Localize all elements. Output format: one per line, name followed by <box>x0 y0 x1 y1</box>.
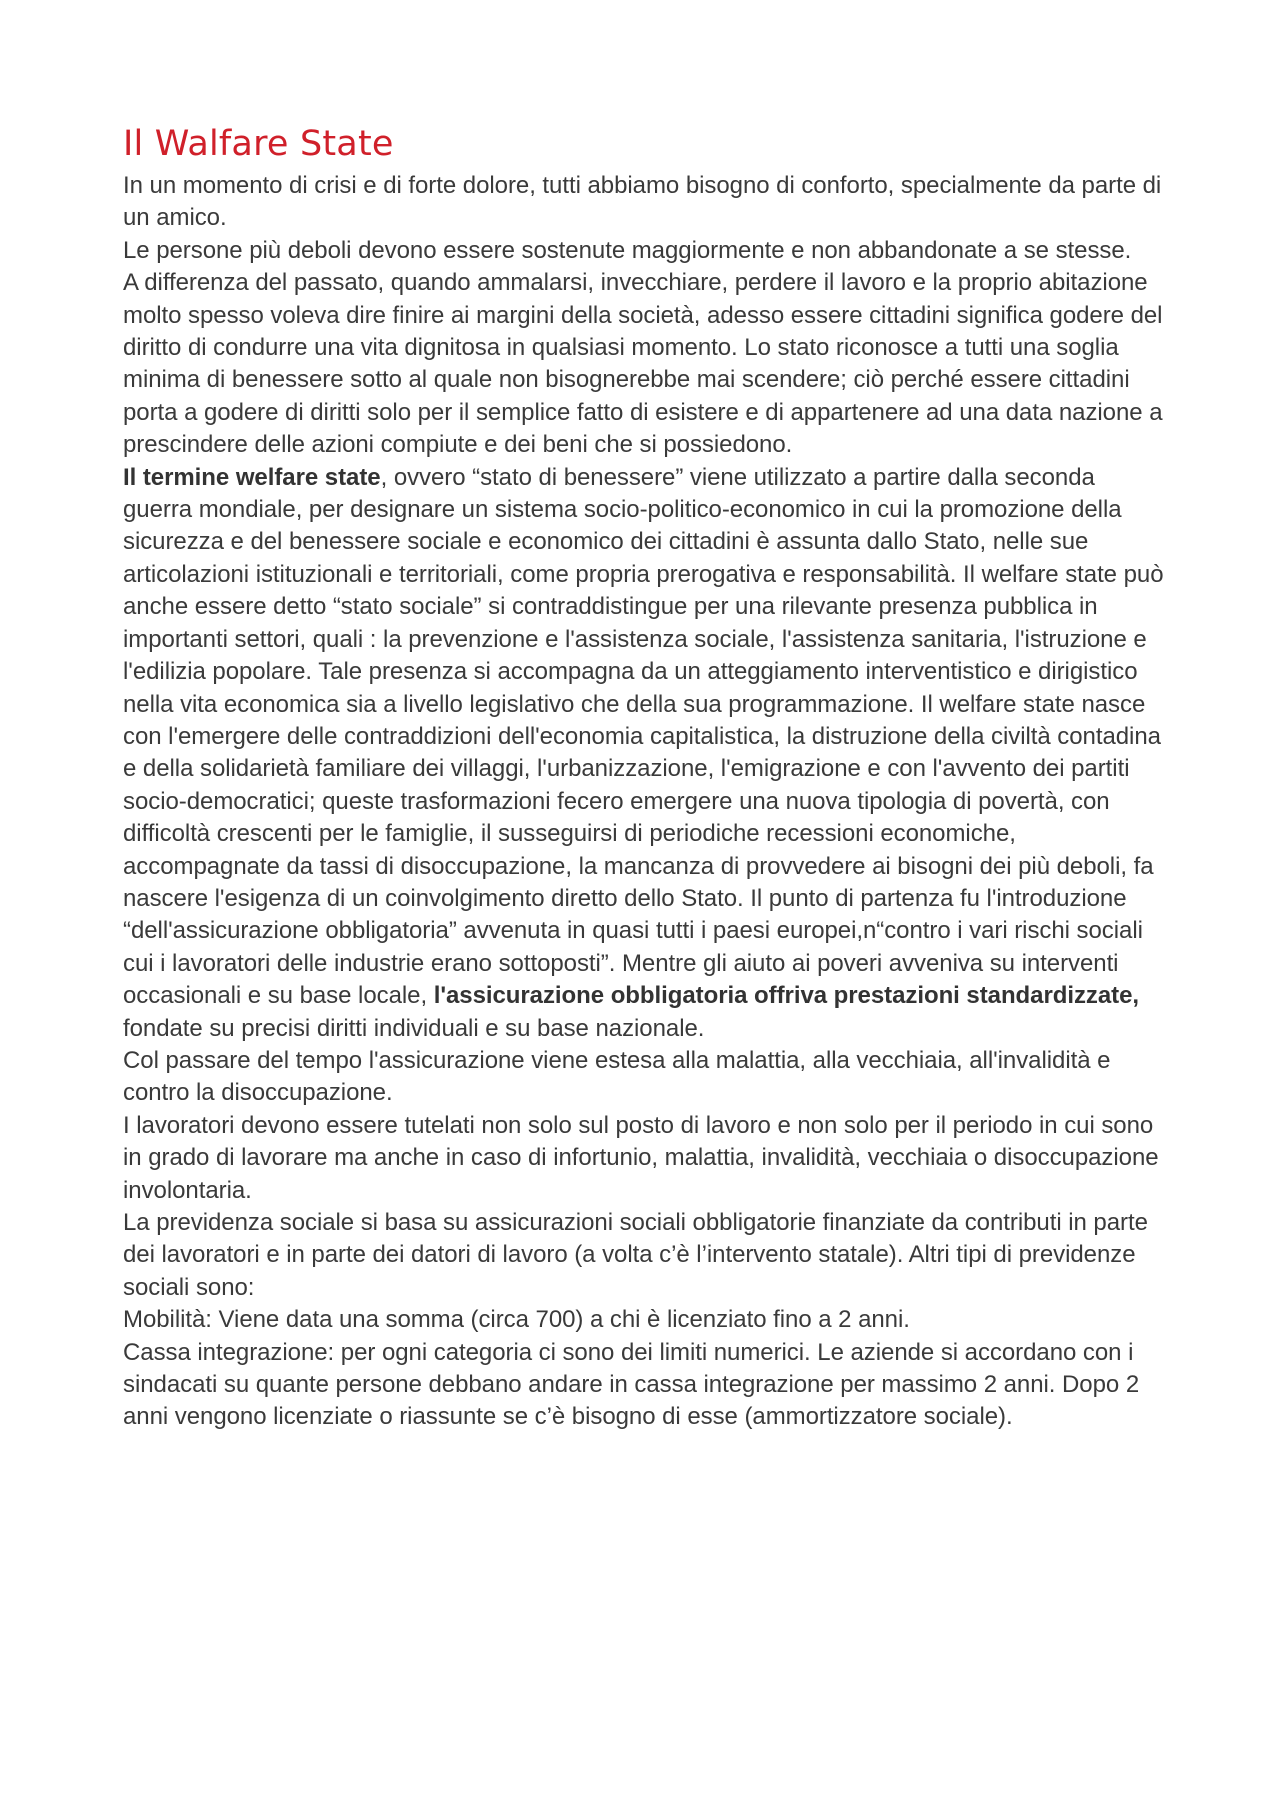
paragraph-welfare-text-1: , ovvero “stato di benessere” viene utilizzato a partire dalla seconda guerra mondiale, per designare un sistema socio-politico-economico in cui la promozione della sicurezza e del benessere sociale e economico dei cittadini è assunta dallo Stato, nelle sue articolazioni istituzionali e territoriali, come propria prerogativa e responsabilità. Il welfare state può anche essere detto “stato sociale” si contraddistingue per una rilevante presenza pubblica in importanti settori, quali : la prevenzione e l'assistenza sociale, l'assistenza sanitaria, l'istruzione e l'edilizia popolare. Tale presenza si accompagna da un atteggiamento interventistico e dirigistico nella vita economica sia a livello legislativo che della sua programmazione. Il welfare state nasce con l'emergere delle contraddizioni dell'economia capitalistica, la distruzione della civiltà contadina e della solidarietà familiare dei villaggi, l'urbanizzazione, l'emigrazione e con l'avvento dei partiti socio-democratici; queste trasformazioni fecero emergere una nuova tipologia di povertà, con difficoltà crescenti per le famiglie, il susseguirsi di periodiche recessioni economiche, accompagnate da tassi di disoccupazione, la mancanza di provvedere ai bisogni dei più deboli, fa nascere l'esigenza di un coinvolgimento diretto dello Stato. Il punto di partenza fu l'introduzione “dell'assicurazione obbligatoria” avvenuta in quasi tutti i paesi europei,n“contro i vari rischi sociali cui i lavoratori delle industrie erano sottoposti”. Mentre gli aiuto ai poveri avveniva su interventi occasionali e su base locale, <box>123 463 1164 1010</box>
paragraph-past-difference: A differenza del passato, quando ammalarsi, invecchiare, perdere il lavoro e la proprio abitazione molto spesso voleva dire finire ai margini della società, adesso essere cittadini significa godere del diritto di condurre una vita dignitosa in qualsiasi momento. Lo stato riconosce a tutti una soglia minima di benessere sotto al quale non bisognerebbe mai scendere; ciò perché essere cittadini porta a godere di diritti solo per il semplice fatto di esistere e di appartenere ad una data nazione a prescindere delle azioni compiute e dei beni che si possiedono. <box>123 269 1163 459</box>
bold-term-welfare-state: Il termine welfare state <box>123 463 381 491</box>
paragraph-insurance-extension: Col passare del tempo l'assicurazione viene estesa alla malattia, alla vecchiaia, all'invalidità e contro la disoccupazione. <box>123 1046 1111 1107</box>
paragraph-social-security: La previdenza sociale si basa su assicurazioni sociali obbligatorie finanziate da contributi in parte dei lavoratori e in parte dei datori di lavoro (a volta c’è l’intervento statale). Altri tipi di previdenze sociali sono: <box>123 1209 1148 1301</box>
paragraph-mobility: Mobilità: Viene data una somma (circa 700) a chi è licenziato fino a 2 anni. <box>123 1306 910 1334</box>
paragraph-crisis: In un momento di crisi e di forte dolore, tutti abbiamo bisogno di conforto, specialmente da parte di un amico. <box>123 172 1162 232</box>
paragraph-weak-people: Le persone più deboli devono essere sostenute maggiormente e non abbandonate a se stesse. <box>123 236 1132 264</box>
paragraph-welfare-definition <box>123 462 1168 1045</box>
bold-compulsory-insurance: l'assicurazione obbligatoria offriva prestazioni standardizzate, <box>433 982 1140 1010</box>
document-title: Il Walfare State <box>123 124 394 164</box>
document-body <box>123 118 1168 1434</box>
paragraph-worker-protection: I lavoratori devono essere tutelati non solo sul posto di lavoro e non solo per il periodo in cui sono in grado di lavorare ma anche in caso di infortunio, malattia, invalidità, vecchiaia o disoccupazione involontaria. <box>123 1111 1159 1204</box>
paragraph-cassa-integrazione: Cassa integrazione: per ogni categoria ci sono dei limiti numerici. Le aziende si accordano con i sindacati su quante persone debbano andare in cassa integrazione per massimo 2 anni. Dopo 2 anni vengono licenziate o riassunte se c’è bisogno di esse (ammortizzatore sociale). <box>123 1338 1140 1431</box>
paragraph-welfare-text-2: fondate su precisi diritti individuali e su base nazionale. <box>123 1014 705 1042</box>
